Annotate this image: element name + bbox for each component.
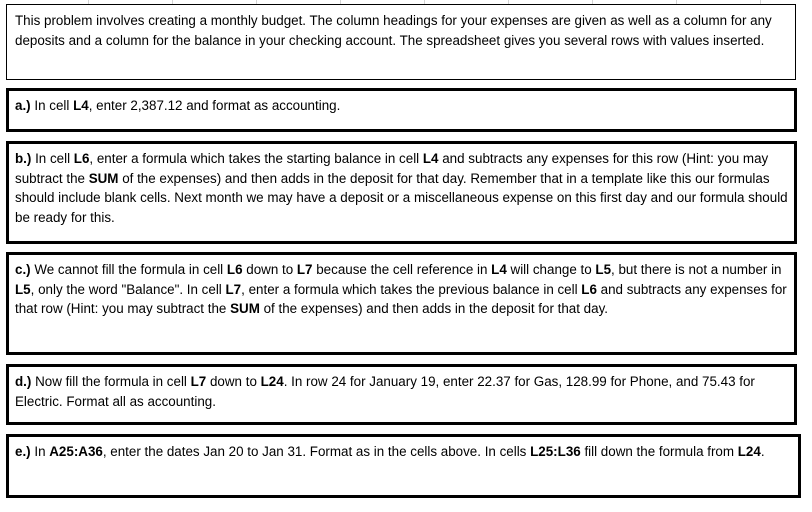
cell-ref: L4 (73, 98, 89, 113)
intro-textbox (6, 4, 796, 80)
task-c-text: will change to (506, 262, 596, 277)
cell-range: L25:L36 (530, 444, 581, 459)
task-c-textbox (6, 252, 797, 355)
task-a-textbox (6, 88, 797, 132)
task-b-text: In cell (31, 151, 74, 166)
task-d-label: d.) (15, 374, 32, 389)
task-c-text: because the cell reference in (312, 262, 492, 277)
function-name: SUM (230, 301, 260, 316)
task-c-text: of the expenses) and then adds in the deposit for that day. (259, 301, 609, 316)
cell-ref: L5 (595, 262, 612, 277)
cell-ref: L7 (296, 262, 313, 277)
task-e-text: . (760, 444, 765, 459)
cell-ref: L7 (225, 281, 242, 297)
task-e-textbox (6, 434, 801, 498)
task-e-label: e.) (15, 444, 31, 459)
cell-ref: L7 (190, 374, 207, 389)
task-a-label: a.) (15, 98, 31, 113)
task-c-text: We cannot fill the formula in cell (30, 262, 227, 277)
task-c-text: , only the word "Balance". In cell (30, 281, 226, 297)
task-a-text: , enter 2,387.12 and format as accounting. (88, 98, 341, 113)
cell-ref: L6 (73, 151, 90, 166)
task-b-text: , enter a formula which takes the starting balance in cell (89, 151, 423, 166)
task-c-text: and subtracts any expenses for that row (Hint: you may subtract the (15, 281, 787, 316)
task-d-text: down to (206, 374, 261, 389)
task-c-label: c.) (15, 262, 31, 277)
cell-ref: L5 (15, 281, 31, 297)
cell-range: A25:A36 (49, 444, 103, 459)
task-e-text: fill down the formula from (580, 444, 738, 459)
task-d-text: Now fill the formula in cell (31, 374, 191, 389)
cell-ref: L24 (737, 444, 761, 459)
task-b-text: of the expenses) and then adds in the deposit for that day. Remember that in a template like this our formulas should include blank cells. Next month we may have a deposit or a miscellaneous expense on this first day and our formula should be ready for this. (15, 170, 788, 225)
task-c-text: down to (242, 262, 297, 277)
cell-ref: L6 (581, 281, 597, 297)
cell-ref: L24 (260, 374, 284, 389)
task-c-text: , but there is not a number in (611, 262, 782, 277)
cell-ref: L6 (226, 262, 243, 277)
task-a-text: In cell (30, 98, 74, 113)
task-b-label: b.) (15, 151, 32, 166)
task-d-text: . In row 24 for January 19, enter 22.37 for Gas, 128.99 for Phone, and 75.43 for Electric. Format all as accounting. (15, 374, 755, 409)
cell-ref: L4 (491, 262, 507, 277)
function-name: SUM (88, 170, 119, 186)
task-b-textbox (6, 141, 797, 244)
intro-text: This problem involves creating a monthly budget. The column headings for your expenses are given as well as a column for any deposits and a column for the balance in your checking account. The spreadsheet gives you several rows with values inserted. (15, 13, 772, 48)
task-d-textbox (6, 364, 797, 425)
task-e-text: , enter the dates Jan 20 to Jan 31. Format as in the cells above. In cells (102, 444, 531, 459)
task-c-text: , enter a formula which takes the previous balance in cell (241, 281, 582, 297)
task-b-text: and subtracts any expenses for this row (Hint: you may subtract the (15, 151, 769, 186)
cell-ref: L4 (422, 151, 439, 166)
task-e-text: In (30, 444, 50, 459)
